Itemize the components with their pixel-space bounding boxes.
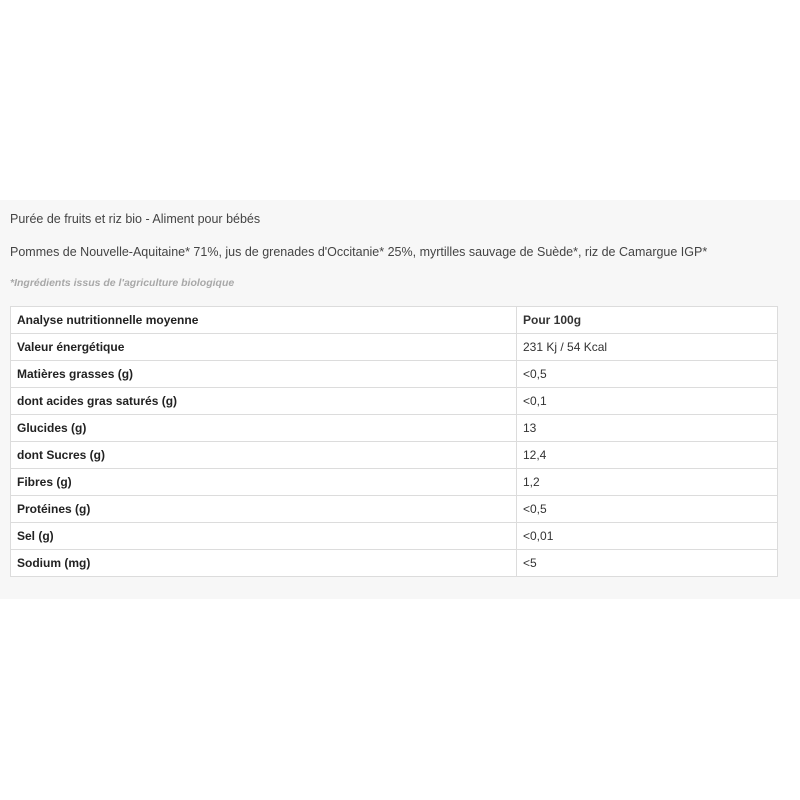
- table-row: [11, 469, 778, 496]
- nutrition-table: [10, 306, 778, 577]
- row-value: <0,5: [517, 496, 778, 523]
- row-value: <0,01: [517, 523, 778, 550]
- ingredients-list: Pommes de Nouvelle-Aquitaine* 71%, jus de grenades d'Occitanie* 25%, myrtilles sauvage de Suède*, riz de Camargue IGP*: [10, 245, 708, 259]
- row-label: dont Sucres (g): [11, 442, 517, 469]
- row-label: dont acides gras saturés (g): [11, 388, 517, 415]
- header-value: Pour 100g: [517, 307, 778, 334]
- table-row: [11, 388, 778, 415]
- table-row: [11, 415, 778, 442]
- row-label: Sel (g): [11, 523, 517, 550]
- product-description-panel: [0, 200, 800, 599]
- table-row: [11, 442, 778, 469]
- row-value: 1,2: [517, 469, 778, 496]
- table-row: [11, 361, 778, 388]
- row-label: Matières grasses (g): [11, 361, 517, 388]
- table-row: [11, 496, 778, 523]
- row-value: <5: [517, 550, 778, 577]
- row-value: <0,5: [517, 361, 778, 388]
- row-value: 12,4: [517, 442, 778, 469]
- table-row: [11, 523, 778, 550]
- row-label: Glucides (g): [11, 415, 517, 442]
- row-label: Valeur énergétique: [11, 334, 517, 361]
- row-label: Fibres (g): [11, 469, 517, 496]
- product-title: Purée de fruits et riz bio - Aliment pour bébés: [10, 212, 261, 226]
- organic-note: *Ingrédients issus de l'agriculture biologique: [10, 277, 235, 289]
- table-row: [11, 550, 778, 577]
- row-label: Sodium (mg): [11, 550, 517, 577]
- row-value: <0,1: [517, 388, 778, 415]
- row-value: 231 Kj / 54 Kcal: [517, 334, 778, 361]
- row-value: 13: [517, 415, 778, 442]
- table-row: [11, 334, 778, 361]
- header-label: Analyse nutritionnelle moyenne: [11, 307, 517, 334]
- row-label: Protéines (g): [11, 496, 517, 523]
- nutrition-table-header: [11, 307, 778, 334]
